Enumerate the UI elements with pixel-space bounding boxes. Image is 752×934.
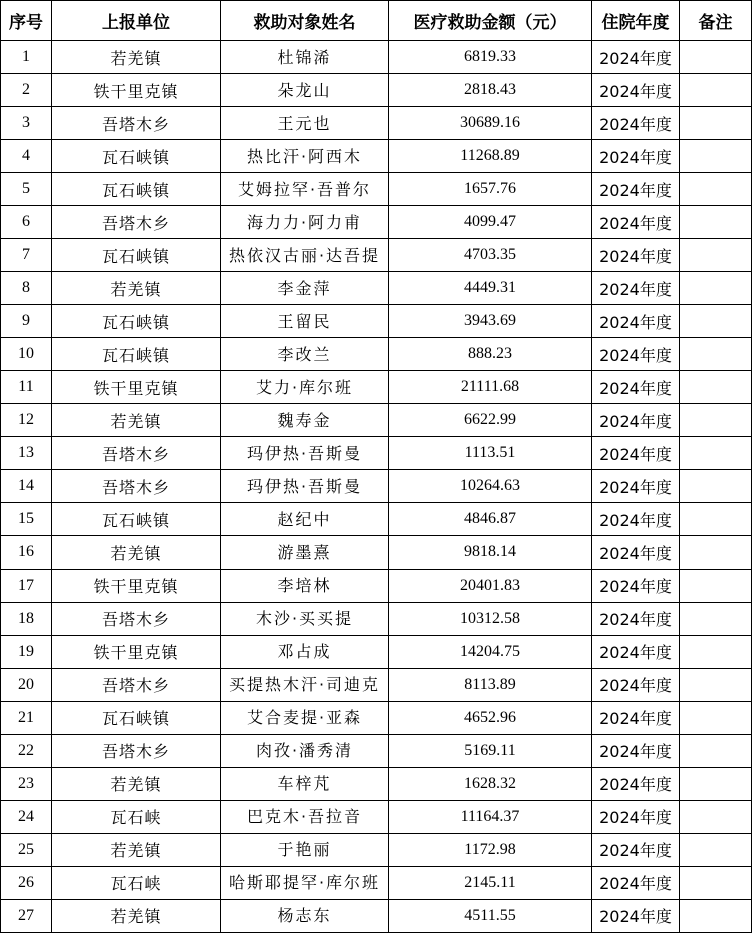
beneficiary-name: 玛伊热·吾斯曼 (246, 476, 363, 496)
cell-unit: 瓦石峡 (52, 800, 221, 833)
cell-note (680, 272, 752, 305)
cell-amount: 1113.51 (389, 437, 592, 470)
cell-note (680, 140, 752, 173)
cell-name (221, 239, 389, 272)
table-row (1, 734, 752, 767)
cell-unit: 吾塔木乡 (52, 206, 221, 239)
cell-unit: 若羌镇 (52, 272, 221, 305)
cell-note (680, 536, 752, 569)
table-row (1, 668, 752, 701)
cell-index: 6 (1, 206, 52, 239)
cell-unit: 若羌镇 (52, 767, 221, 800)
cell-note (680, 866, 752, 899)
beneficiary-name: 王元也 (277, 113, 332, 133)
table-row (1, 107, 752, 140)
cell-year: 2024年度 (592, 767, 680, 800)
cell-note (680, 41, 752, 74)
beneficiary-name: 玛伊热·吾斯曼 (246, 443, 363, 463)
cell-amount: 21111.68 (389, 371, 592, 404)
cell-amount: 4652.96 (389, 701, 592, 734)
cell-index: 14 (1, 470, 52, 503)
cell-note (680, 107, 752, 140)
cell-index: 3 (1, 107, 52, 140)
cell-name (221, 866, 389, 899)
beneficiary-name: 木沙·买买提 (255, 609, 354, 629)
cell-year: 2024年度 (592, 569, 680, 602)
cell-index: 15 (1, 503, 52, 536)
cell-amount: 4449.31 (389, 272, 592, 305)
cell-year: 2024年度 (592, 437, 680, 470)
header-year: 住院年度 (592, 1, 680, 41)
cell-note (680, 470, 752, 503)
cell-amount: 14204.75 (389, 635, 592, 668)
cell-note (680, 404, 752, 437)
table-row (1, 404, 752, 437)
table-row (1, 701, 752, 734)
cell-name (221, 41, 389, 74)
cell-year: 2024年度 (592, 74, 680, 107)
cell-amount: 1172.98 (389, 833, 592, 866)
cell-year: 2024年度 (592, 371, 680, 404)
cell-unit: 瓦石峡镇 (52, 503, 221, 536)
cell-name (221, 338, 389, 371)
beneficiary-name: 海力力·阿力甫 (246, 212, 363, 232)
cell-name (221, 800, 389, 833)
cell-note (680, 569, 752, 602)
cell-year: 2024年度 (592, 305, 680, 338)
header-row (1, 1, 752, 41)
beneficiary-name: 杨志东 (277, 906, 332, 926)
cell-note (680, 602, 752, 635)
table-row (1, 140, 752, 173)
table-row (1, 767, 752, 800)
cell-name (221, 767, 389, 800)
cell-name (221, 437, 389, 470)
cell-name (221, 701, 389, 734)
cell-year: 2024年度 (592, 536, 680, 569)
cell-unit: 瓦石峡镇 (52, 305, 221, 338)
cell-name (221, 173, 389, 206)
cell-unit: 铁干里克镇 (52, 371, 221, 404)
cell-index: 8 (1, 272, 52, 305)
cell-name (221, 668, 389, 701)
cell-unit: 吾塔木乡 (52, 437, 221, 470)
cell-index: 24 (1, 800, 52, 833)
cell-name (221, 371, 389, 404)
cell-index: 7 (1, 239, 52, 272)
beneficiary-name: 热比汗·阿西木 (246, 146, 363, 166)
cell-year: 2024年度 (592, 701, 680, 734)
cell-amount: 1628.32 (389, 767, 592, 800)
beneficiary-name: 魏寿金 (277, 410, 332, 430)
cell-note (680, 437, 752, 470)
cell-year: 2024年度 (592, 272, 680, 305)
table-row (1, 371, 752, 404)
cell-year: 2024年度 (592, 140, 680, 173)
cell-unit: 铁干里克镇 (52, 635, 221, 668)
beneficiary-name: 艾合麦提·亚森 (246, 708, 363, 728)
cell-name (221, 503, 389, 536)
cell-year: 2024年度 (592, 635, 680, 668)
beneficiary-name: 游墨熹 (277, 542, 332, 562)
header-unit: 上报单位 (52, 1, 221, 41)
beneficiary-name: 朵龙山 (277, 80, 332, 100)
cell-note (680, 239, 752, 272)
cell-year: 2024年度 (592, 173, 680, 206)
beneficiary-name: 李金萍 (277, 278, 332, 298)
cell-index: 11 (1, 371, 52, 404)
table-row (1, 74, 752, 107)
beneficiary-name: 杜锦浠 (277, 47, 332, 67)
cell-unit: 瓦石峡镇 (52, 239, 221, 272)
cell-note (680, 833, 752, 866)
cell-amount: 5169.11 (389, 734, 592, 767)
table-row (1, 305, 752, 338)
cell-year: 2024年度 (592, 602, 680, 635)
cell-note (680, 800, 752, 833)
header-name: 救助对象姓名 (221, 1, 389, 41)
cell-index: 1 (1, 41, 52, 74)
beneficiary-name: 肉孜·潘秀清 (255, 741, 354, 761)
beneficiary-name: 王留民 (277, 311, 332, 331)
cell-name (221, 74, 389, 107)
cell-name (221, 272, 389, 305)
cell-index: 18 (1, 602, 52, 635)
cell-year: 2024年度 (592, 503, 680, 536)
cell-name (221, 140, 389, 173)
cell-note (680, 899, 752, 932)
cell-note (680, 74, 752, 107)
cell-name (221, 899, 389, 932)
cell-unit: 若羌镇 (52, 404, 221, 437)
cell-index: 10 (1, 338, 52, 371)
cell-name (221, 404, 389, 437)
cell-index: 19 (1, 635, 52, 668)
cell-year: 2024年度 (592, 734, 680, 767)
cell-note (680, 734, 752, 767)
table-row (1, 866, 752, 899)
cell-amount: 20401.83 (389, 569, 592, 602)
cell-unit: 铁干里克镇 (52, 569, 221, 602)
beneficiary-name: 赵纪中 (277, 509, 332, 529)
cell-year: 2024年度 (592, 41, 680, 74)
cell-note (680, 767, 752, 800)
cell-name (221, 470, 389, 503)
beneficiary-name: 于艳丽 (277, 840, 332, 860)
beneficiary-name: 巴克木·吾拉音 (246, 807, 363, 827)
cell-index: 12 (1, 404, 52, 437)
beneficiary-name: 艾姆拉罕·吾普尔 (237, 179, 372, 199)
cell-amount: 9818.14 (389, 536, 592, 569)
cell-note (680, 338, 752, 371)
cell-index: 26 (1, 866, 52, 899)
cell-year: 2024年度 (592, 800, 680, 833)
cell-amount: 30689.16 (389, 107, 592, 140)
table-row (1, 899, 752, 932)
header-note: 备注 (680, 1, 752, 41)
cell-index: 20 (1, 668, 52, 701)
table-row (1, 833, 752, 866)
table-row (1, 602, 752, 635)
cell-index: 22 (1, 734, 52, 767)
cell-year: 2024年度 (592, 668, 680, 701)
table-row (1, 569, 752, 602)
cell-unit: 瓦石峡镇 (52, 173, 221, 206)
table-row (1, 206, 752, 239)
cell-unit: 吾塔木乡 (52, 668, 221, 701)
cell-amount: 4099.47 (389, 206, 592, 239)
cell-name (221, 734, 389, 767)
cell-year: 2024年度 (592, 338, 680, 371)
cell-note (680, 173, 752, 206)
beneficiary-name: 李改兰 (277, 344, 332, 364)
cell-name (221, 635, 389, 668)
table-row (1, 173, 752, 206)
beneficiary-name: 邓占成 (277, 642, 332, 662)
table-row (1, 503, 752, 536)
table-row (1, 239, 752, 272)
cell-unit: 铁干里克镇 (52, 74, 221, 107)
cell-amount: 1657.76 (389, 173, 592, 206)
cell-year: 2024年度 (592, 404, 680, 437)
cell-note (680, 371, 752, 404)
cell-unit: 吾塔木乡 (52, 734, 221, 767)
table-row (1, 437, 752, 470)
table-body (1, 41, 752, 933)
cell-unit: 瓦石峡镇 (52, 338, 221, 371)
cell-unit: 吾塔木乡 (52, 107, 221, 140)
cell-amount: 11164.37 (389, 800, 592, 833)
cell-unit: 瓦石峡 (52, 866, 221, 899)
header-amount: 医疗救助金额（元） (389, 1, 592, 41)
cell-index: 17 (1, 569, 52, 602)
cell-index: 9 (1, 305, 52, 338)
table-row (1, 800, 752, 833)
cell-index: 13 (1, 437, 52, 470)
cell-year: 2024年度 (592, 470, 680, 503)
cell-amount: 10264.63 (389, 470, 592, 503)
cell-index: 2 (1, 74, 52, 107)
beneficiary-name: 买提热木汗·司迪克 (228, 675, 381, 695)
cell-note (680, 668, 752, 701)
cell-index: 4 (1, 140, 52, 173)
cell-amount: 2145.11 (389, 866, 592, 899)
cell-amount: 8113.89 (389, 668, 592, 701)
cell-amount: 888.23 (389, 338, 592, 371)
table-row (1, 338, 752, 371)
cell-note (680, 305, 752, 338)
cell-name (221, 536, 389, 569)
cell-note (680, 635, 752, 668)
cell-unit: 吾塔木乡 (52, 602, 221, 635)
cell-unit: 瓦石峡镇 (52, 140, 221, 173)
beneficiary-name: 李培林 (277, 576, 332, 596)
cell-unit: 若羌镇 (52, 536, 221, 569)
cell-name (221, 602, 389, 635)
cell-year: 2024年度 (592, 206, 680, 239)
cell-year: 2024年度 (592, 107, 680, 140)
cell-index: 23 (1, 767, 52, 800)
beneficiary-name: 车梓芃 (277, 774, 332, 794)
cell-unit: 若羌镇 (52, 899, 221, 932)
cell-index: 5 (1, 173, 52, 206)
cell-name (221, 107, 389, 140)
cell-name (221, 206, 389, 239)
cell-year: 2024年度 (592, 833, 680, 866)
cell-amount: 4846.87 (389, 503, 592, 536)
cell-year: 2024年度 (592, 899, 680, 932)
beneficiary-name: 热依汉古丽·达吾提 (228, 245, 381, 265)
cell-year: 2024年度 (592, 866, 680, 899)
cell-note (680, 503, 752, 536)
cell-unit: 吾塔木乡 (52, 470, 221, 503)
cell-year: 2024年度 (592, 239, 680, 272)
cell-amount: 3943.69 (389, 305, 592, 338)
cell-amount: 10312.58 (389, 602, 592, 635)
cell-amount: 4703.35 (389, 239, 592, 272)
cell-amount: 4511.55 (389, 899, 592, 932)
cell-unit: 若羌镇 (52, 41, 221, 74)
cell-note (680, 206, 752, 239)
table-row (1, 536, 752, 569)
table-row (1, 272, 752, 305)
cell-index: 16 (1, 536, 52, 569)
cell-index: 25 (1, 833, 52, 866)
cell-name (221, 833, 389, 866)
table-row (1, 41, 752, 74)
cell-unit: 若羌镇 (52, 833, 221, 866)
cell-name (221, 305, 389, 338)
cell-amount: 2818.43 (389, 74, 592, 107)
cell-amount: 6622.99 (389, 404, 592, 437)
header-index: 序号 (1, 1, 52, 41)
table-row (1, 635, 752, 668)
cell-note (680, 701, 752, 734)
cell-index: 27 (1, 899, 52, 932)
beneficiary-name: 艾力·库尔班 (255, 377, 354, 397)
cell-amount: 11268.89 (389, 140, 592, 173)
cell-index: 21 (1, 701, 52, 734)
cell-name (221, 569, 389, 602)
cell-unit: 瓦石峡镇 (52, 701, 221, 734)
beneficiary-name: 哈斯耶提罕·库尔班 (228, 873, 381, 893)
table-row (1, 470, 752, 503)
cell-amount: 6819.33 (389, 41, 592, 74)
